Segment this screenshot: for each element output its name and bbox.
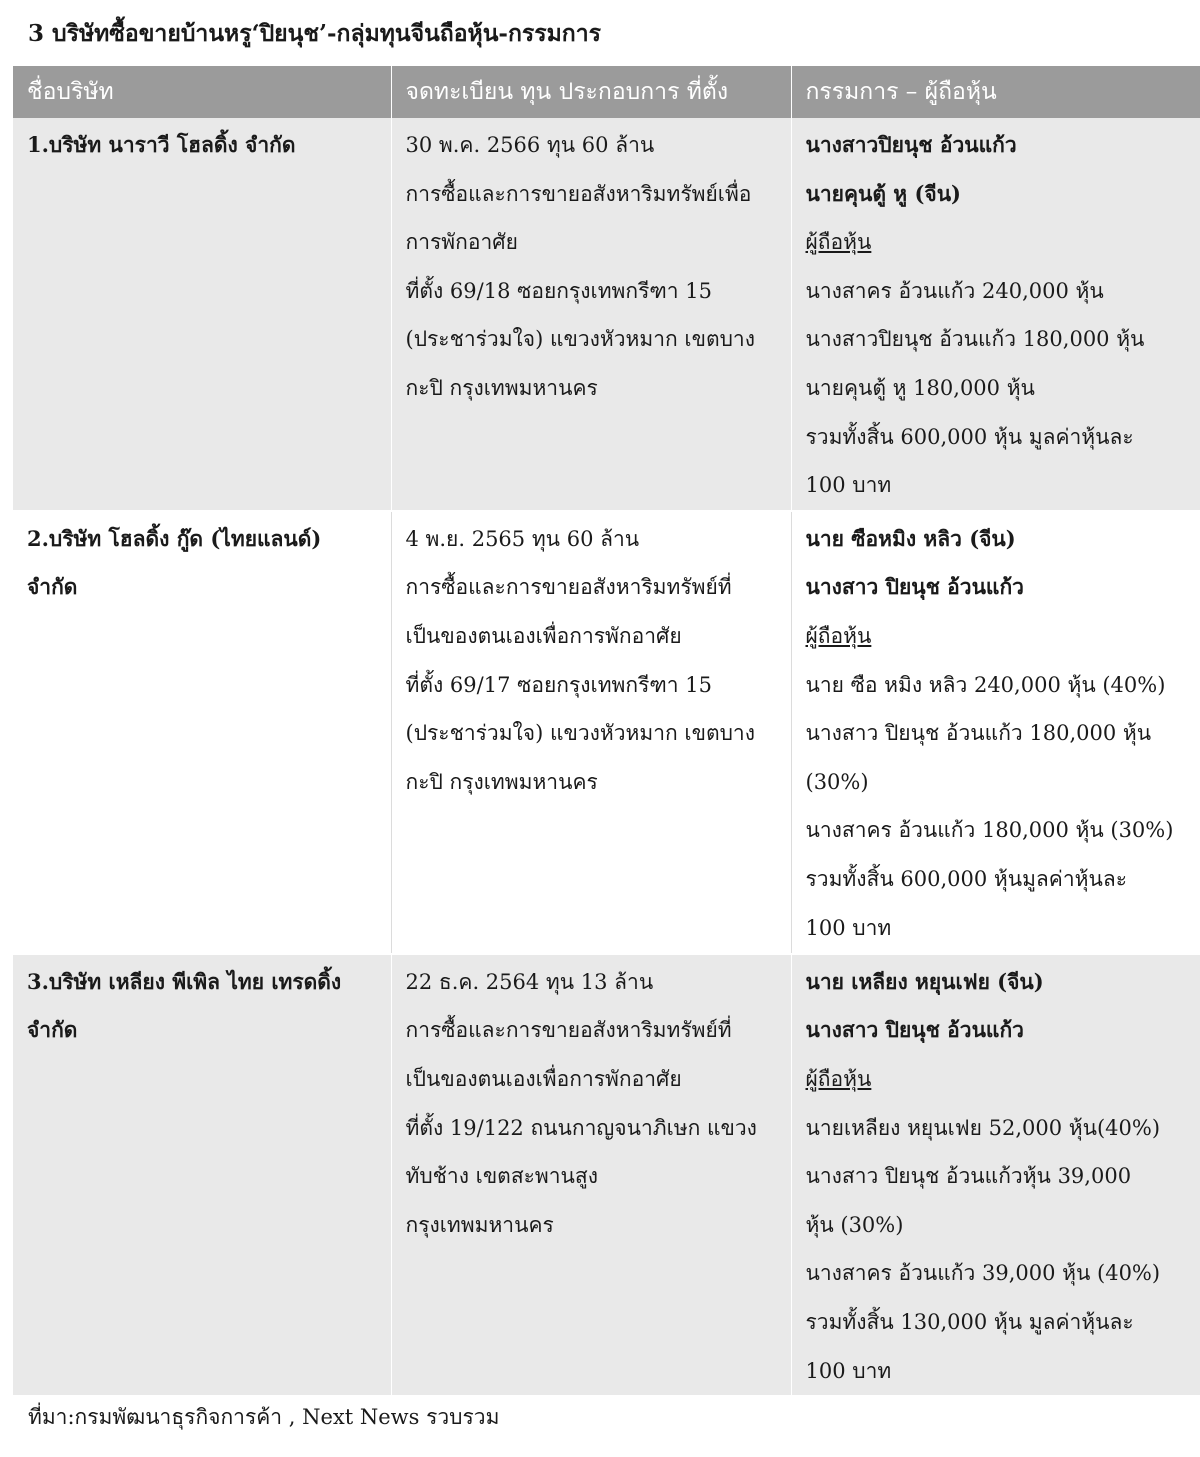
shareholder-line: นายเหลียง หยุนเฟย 52,000 หุ้น(40%) xyxy=(805,1115,1161,1140)
company-name-cell xyxy=(13,954,391,1396)
shareholder-line: นายคุนตู้ หู 180,000 หุ้น xyxy=(805,375,1035,400)
director-name: นายคุนตู้ หู (จีน) xyxy=(805,180,961,206)
registration-line: กรุงเทพมหานคร xyxy=(405,1212,554,1237)
header-registration: จดทะเบียน ทุน ประกอบการ ที่ตั้ง xyxy=(391,66,791,118)
shareholder-line: รวมทั้งสิ้น 130,000 หุ้น มูลค่าหุ้นละ xyxy=(805,1309,1134,1334)
shareholder-line: นางสาว ปิยนุช อ้วนแก้ว 180,000 หุ้น xyxy=(805,721,1152,746)
director-name: นางสาว ปิยนุช อ้วนแก้ว xyxy=(805,1017,1024,1043)
registration-line: การพักอาศัย xyxy=(405,230,518,255)
shareholders-label: ผู้ถือหุ้น xyxy=(805,230,872,255)
table-row xyxy=(13,118,1200,511)
shareholder-line: 100 บาท xyxy=(805,1358,892,1383)
registration-line: (ประชาร่วมใจ) แขวงหัวหมาก เขตบาง xyxy=(405,327,755,352)
director-name: นางสาวปิยนุช อ้วนแก้ว xyxy=(805,132,1017,157)
directors-cell xyxy=(791,118,1200,511)
registration-line: ที่ตั้ง 69/17 ซอยกรุงเทพกรีฑา 15 xyxy=(405,672,712,697)
registration-line: การซื้อและการขายอสังหาริมทรัพย์เพื่อ xyxy=(405,181,752,206)
shareholder-line: หุ้น (30%) xyxy=(805,1212,904,1237)
registration-line: 22 ธ.ค. 2564 ทุน 13 ล้าน xyxy=(405,969,654,994)
registration-cell xyxy=(391,511,791,954)
directors-cell xyxy=(791,954,1200,1396)
company-name-cell xyxy=(13,511,391,954)
registration-line: 4 พ.ย. 2565 ทุน 60 ล้าน xyxy=(405,526,640,551)
registration-line: กะปิ กรุงเทพมหานคร xyxy=(405,769,598,794)
registration-line: 30 พ.ค. 2566 ทุน 60 ล้าน xyxy=(405,133,655,157)
company-table xyxy=(13,66,1200,1397)
registration-line: (ประชาร่วมใจ) แขวงหัวหมาก เขตบาง xyxy=(405,721,755,746)
company-name: จำกัด xyxy=(27,1017,78,1043)
registration-line: เป็นของตนเองเพื่อการพักอาศัย xyxy=(405,1066,682,1091)
registration-line: ทับช้าง เขตสะพานสูง xyxy=(405,1164,598,1189)
page-title: 3 บริษัทซื้อขายบ้านหรู‘ปิยนุช’-กลุ่มทุนจีนถือหุ้น-กรรมการ xyxy=(28,20,601,47)
shareholder-line: นางสาคร อ้วนแก้ว 180,000 หุ้น (30%) xyxy=(805,818,1174,843)
registration-line: ที่ตั้ง 19/122 ถนนกาญจนาภิเษก แขวง xyxy=(405,1115,757,1140)
registration-cell xyxy=(391,954,791,1396)
director-name: นาย ซือหมิง หลิว (จีน) xyxy=(805,525,1016,551)
company-name: 2.บริษัท โฮลดิ้ง กู๊ด (ไทยแลนด์) xyxy=(27,525,322,551)
company-name: จำกัด xyxy=(27,574,78,600)
shareholder-line: รวมทั้งสิ้น 600,000 หุ้นมูลค่าหุ้นละ xyxy=(805,866,1127,891)
header-directors-shareholders: กรรมการ – ผู้ถือหุ้น xyxy=(791,66,1200,118)
registration-line: เป็นของตนเองเพื่อการพักอาศัย xyxy=(405,623,682,648)
table-header-row xyxy=(13,66,1200,118)
shareholder-line: 100 บาท xyxy=(805,915,892,940)
shareholder-line: นาย ซือ หมิง หลิว 240,000 หุ้น (40%) xyxy=(805,672,1166,697)
directors-cell xyxy=(791,511,1200,954)
shareholder-line: นางสาวปิยนุช อ้วนแก้ว 180,000 หุ้น xyxy=(805,327,1145,352)
registration-line: การซื้อและการขายอสังหาริมทรัพย์ที่ xyxy=(405,1018,732,1043)
registration-line: การซื้อและการขายอสังหาริมทรัพย์ที่ xyxy=(405,575,732,600)
registration-line: กะปิ กรุงเทพมหานคร xyxy=(405,375,598,400)
director-name: นางสาว ปิยนุช อ้วนแก้ว xyxy=(805,574,1024,600)
registration-cell xyxy=(391,118,791,511)
shareholder-line: 100 บาท xyxy=(805,473,892,498)
source-note: ที่มา:กรมพัฒนาธุรกิจการค้า , Next News รวบรวม xyxy=(28,1405,500,1429)
shareholders-label: ผู้ถือหุ้น xyxy=(805,1066,872,1091)
shareholders-label: ผู้ถือหุ้น xyxy=(805,623,872,648)
header-company-name: ชื่อบริษัท xyxy=(13,66,391,118)
shareholder-line: รวมทั้งสิ้น 600,000 หุ้น มูลค่าหุ้นละ xyxy=(805,424,1134,449)
shareholder-line: นางสาว ปิยนุช อ้วนแก้วหุ้น 39,000 xyxy=(805,1164,1132,1189)
company-name: 3.บริษัท เหลียง พีเพิล ไทย เทรดดิ้ง xyxy=(27,968,342,994)
registration-line: ที่ตั้ง 69/18 ซอยกรุงเทพกรีฑา 15 xyxy=(405,278,712,303)
director-name: นาย เหลียง หยุนเฟย (จีน) xyxy=(805,968,1044,994)
company-name: 1.บริษัท นาราวี โฮลดิ้ง จำกัด xyxy=(27,132,296,157)
shareholder-line: (30%) xyxy=(805,769,869,794)
shareholder-line: นางสาคร อ้วนแก้ว 39,000 หุ้น (40%) xyxy=(805,1261,1161,1286)
shareholder-line: นางสาคร อ้วนแก้ว 240,000 หุ้น xyxy=(805,278,1104,303)
table-row xyxy=(13,511,1200,954)
company-name-cell xyxy=(13,118,391,511)
table-row xyxy=(13,954,1200,1396)
